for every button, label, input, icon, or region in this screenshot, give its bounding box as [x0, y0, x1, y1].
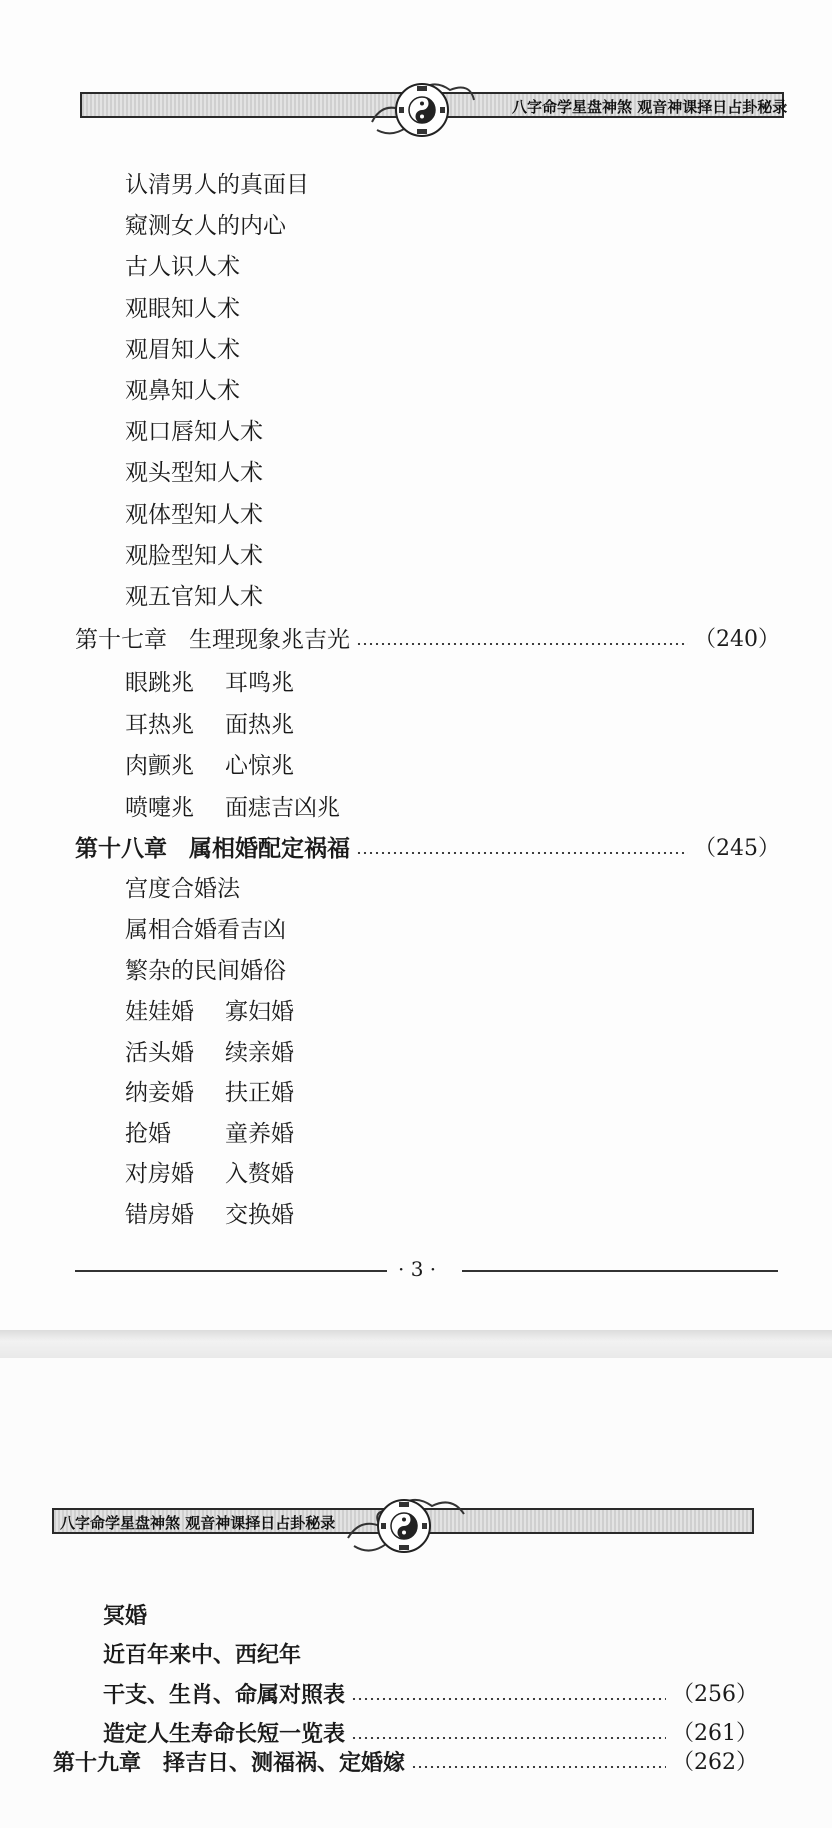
- toc-entry-pair: [125, 751, 294, 781]
- toc-entry: [103, 1601, 758, 1631]
- toc-entry: 耳热兆: [125, 711, 194, 738]
- toc-entry: 古人识人术: [125, 254, 240, 281]
- toc-entry: 活头婚: [125, 1039, 194, 1066]
- toc-entry: 肉颤兆: [125, 753, 194, 779]
- toc-entry: 属相合婚看吉凶: [125, 917, 286, 943]
- toc-entry: 窥测女人的内心: [125, 213, 286, 240]
- toc-entry: 观脸型知人术: [125, 542, 263, 569]
- toc-chapter-19: [53, 1748, 758, 1778]
- chapter-title: 择吉日、测福祸、定婚嫁: [163, 1750, 406, 1776]
- leader-dots: [356, 852, 688, 854]
- leader-dots: [351, 1698, 666, 1700]
- page-ref: （262）: [672, 1750, 758, 1775]
- toc-entry: 认清男人的真面目: [125, 172, 309, 198]
- leader-dots: [411, 1766, 666, 1768]
- toc-chapter-17: [75, 625, 780, 655]
- toc-entry: 交换婚: [225, 1202, 294, 1228]
- toc-entry-pair: [125, 668, 294, 698]
- toc-entry: 耳鸣兆: [225, 670, 294, 696]
- toc-entry: 童养婚: [225, 1120, 294, 1147]
- toc-entry: 观五官知人术: [125, 584, 263, 610]
- entry-title: 近百年来中、西纪年: [103, 1642, 302, 1668]
- page-gap: [0, 1330, 832, 1358]
- toc-entry: [103, 1640, 758, 1670]
- toc-chapter-18: [75, 834, 780, 864]
- toc-entry-pair: [125, 793, 340, 823]
- toc-entry: 面痣吉凶兆: [225, 794, 340, 821]
- toc-entry: 寡妇婚: [225, 999, 294, 1025]
- footer-rule-left: [75, 1270, 387, 1272]
- chapter-title: 属相婚配定祸福: [189, 835, 350, 862]
- toc-entry: 观鼻知人术: [125, 378, 240, 404]
- footer-rule-right: [462, 1270, 778, 1272]
- toc-entry: 繁杂的民间婚俗: [125, 958, 286, 984]
- page-ref: （261）: [672, 1721, 758, 1746]
- yin-yang-emblem-icon: [362, 72, 482, 142]
- toc-entry: 续亲婚: [225, 1039, 294, 1066]
- entry-title: 冥婚: [103, 1603, 148, 1629]
- toc-entry: 面热兆: [225, 711, 294, 738]
- toc-entry: 对房婚: [125, 1161, 194, 1188]
- toc-entry-pair: [125, 1038, 294, 1068]
- book-page-4: [0, 1358, 832, 1828]
- toc-entry: [103, 1680, 758, 1710]
- leader-dots: [351, 1737, 666, 1739]
- toc-entry-pair: [125, 1159, 294, 1189]
- entry-title: 干支、生肖、命属对照表: [103, 1682, 346, 1708]
- yin-yang-emblem-icon: [340, 1486, 470, 1558]
- toc-entry: 观眉知人术: [125, 336, 240, 363]
- toc-entry: 错房婚: [125, 1202, 194, 1228]
- toc-entry: 心惊兆: [225, 753, 294, 779]
- toc-entry-pair: [125, 1078, 294, 1108]
- page-ref: （256）: [672, 1682, 758, 1707]
- chapter-number: 第十八章: [75, 835, 167, 862]
- toc-entry-pair: [125, 1200, 294, 1230]
- chapter-number: 第十七章: [75, 627, 167, 653]
- toc-entry: 观体型知人术: [125, 501, 263, 528]
- toc-entry: 入赘婚: [225, 1161, 294, 1188]
- page-number: · 3 ·: [398, 1257, 437, 1281]
- leader-dots: [356, 643, 688, 645]
- header-title: 八字命学星盘神煞 观音神课择日占卦秘录: [60, 1514, 336, 1532]
- header-title: 八字命学星盘神煞 观音神课择日占卦秘录: [512, 98, 788, 116]
- toc-entry: 宫度合婚法: [125, 876, 240, 902]
- page-ref: （240）: [694, 627, 780, 652]
- toc-entry-pair: [125, 710, 294, 740]
- toc-entry: 观头型知人术: [125, 460, 263, 487]
- toc-entry: 眼跳兆: [125, 670, 194, 696]
- toc-entry: 观眼知人术: [125, 295, 240, 322]
- toc-entry: 纳妾婚: [125, 1080, 194, 1107]
- toc-entry: 观口唇知人术: [125, 419, 263, 446]
- toc-entry: 抢婚: [125, 1120, 171, 1147]
- chapter-number: 第十九章: [53, 1750, 142, 1776]
- toc-entry-pair: [125, 1119, 294, 1149]
- page-ref: （245）: [694, 836, 780, 861]
- toc-entry: 娃娃婚: [125, 999, 194, 1025]
- entry-title: 造定人生寿命长短一览表: [103, 1721, 346, 1747]
- chapter-title: 生理现象兆吉光: [189, 627, 350, 653]
- toc-entry: [103, 1719, 758, 1749]
- toc-entry: 扶正婚: [225, 1080, 294, 1107]
- toc-entry-pair: [125, 997, 294, 1027]
- toc-entry: 喷嚏兆: [125, 794, 194, 821]
